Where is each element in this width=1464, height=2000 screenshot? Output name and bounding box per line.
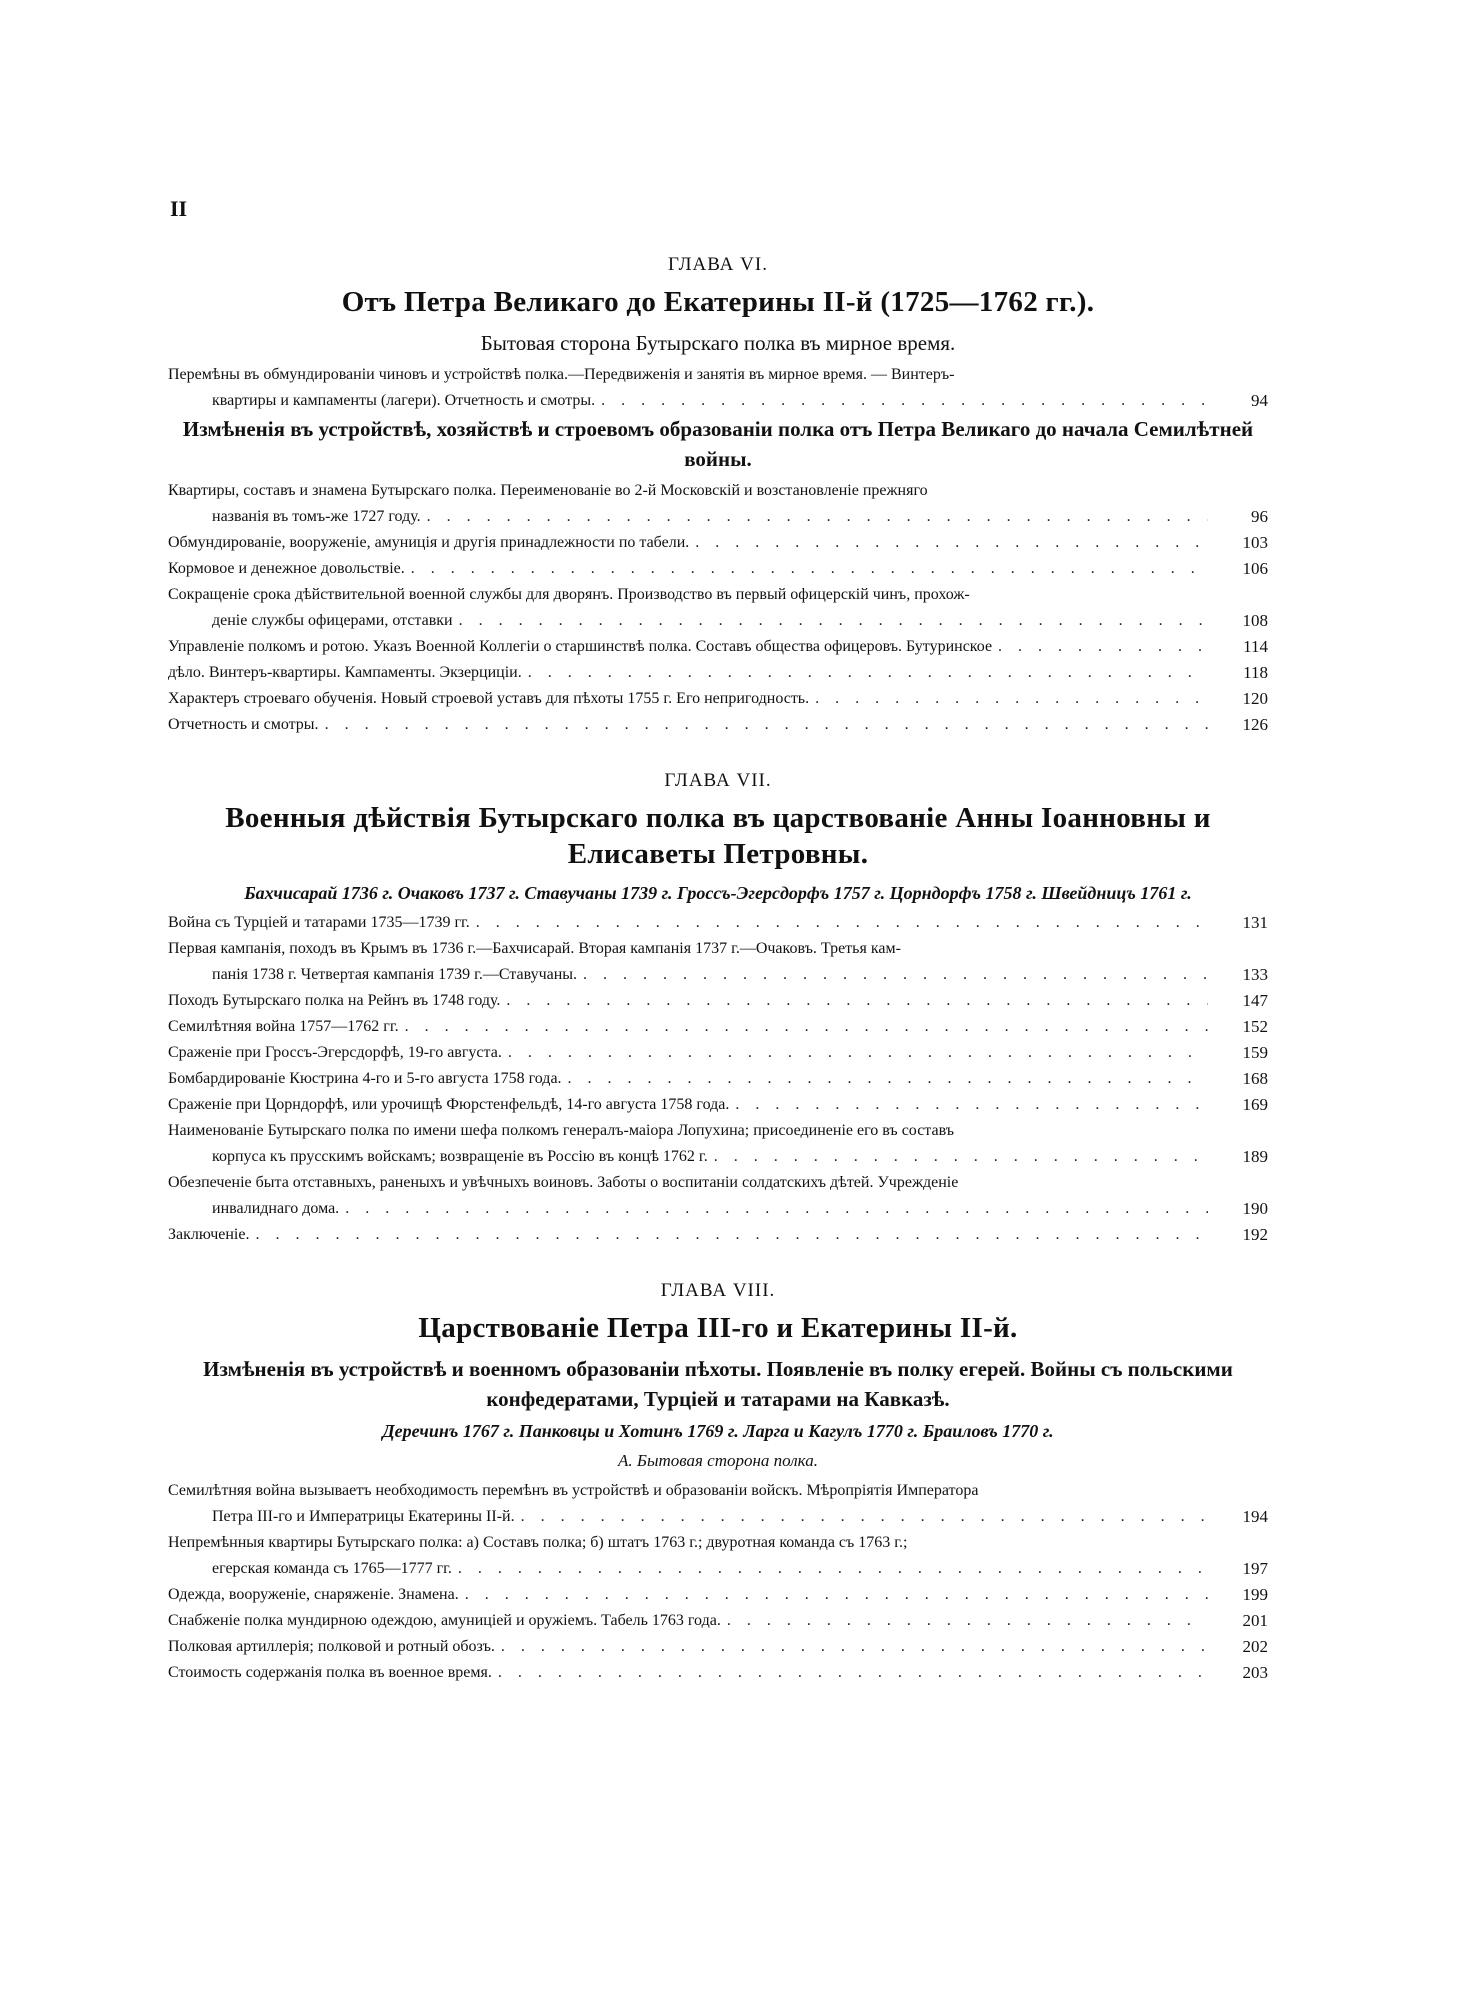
dot-leader: [339, 1196, 1208, 1222]
dot-leader: [721, 1608, 1208, 1634]
toc-entry-first-line: Наименованіе Бутырскаго полка по имени шефа полкомъ генералъ-маіора Лопухина; присоединеніе его въ составъ: [168, 1122, 955, 1139]
chapter-6-subtitle: Бытовая сторона Бутырскаго полка въ мирное время.: [480, 331, 956, 355]
toc-entry-text: [168, 1170, 1208, 1222]
toc-entry-text: [168, 910, 1208, 936]
chapter-7-entries: [168, 910, 1268, 1248]
toc-entry[interactable]: [168, 686, 1268, 712]
toc-entry-text: [168, 582, 1208, 634]
toc-entry-page-number: 131: [1242, 913, 1268, 932]
folio: II: [170, 196, 188, 221]
toc-entry-page-number: 114: [1243, 637, 1268, 656]
toc-entry-title: Кормовое и денежное довольствіе.: [168, 560, 405, 577]
toc-entry[interactable]: [168, 660, 1268, 686]
toc-entry-text: [168, 1530, 1208, 1582]
dot-leader: [405, 556, 1208, 582]
toc-entry-text: [168, 1092, 1208, 1118]
toc-entry[interactable]: [168, 910, 1268, 936]
toc-entry-page-number: 203: [1242, 1663, 1268, 1682]
toc-entry-page-number: 106: [1242, 559, 1268, 578]
chapter-6-label: ГЛАВА VI.: [668, 254, 768, 275]
toc-entry-page-number: 190: [1242, 1199, 1268, 1218]
toc-entry-text: [168, 712, 1208, 738]
chapter-6-entries-a: [168, 362, 1268, 414]
toc-entry[interactable]: [168, 362, 1268, 414]
toc-entry-text: [168, 1478, 1208, 1530]
chapter-7-title: Военныя дѣйствія Бутырскаго полка въ царствованіе Анны Іоанновны и Елисаветы Петровны.: [225, 802, 1211, 870]
toc-entry-page-number: 159: [1242, 1043, 1268, 1062]
toc-entry[interactable]: [168, 936, 1268, 988]
toc-entry-text: [168, 556, 1208, 582]
chapter-8-section: А. Бытовая сторона полка.: [618, 1451, 818, 1470]
toc-entry-text: [168, 1634, 1208, 1660]
toc-content: [168, 240, 1268, 1686]
dot-leader: [249, 1222, 1208, 1248]
dot-leader: [492, 1660, 1208, 1686]
toc-entry-page-number: 94: [1251, 391, 1268, 410]
dot-leader: [515, 1504, 1208, 1530]
chapter-6-subtitle-2: Измѣненія въ устройствѣ, хозяйствѣ и строевомъ образованіи полка отъ Петра Великаго до начала Семилѣтней войны.: [182, 417, 1254, 471]
toc-entry[interactable]: [168, 1634, 1268, 1660]
toc-entry-title: Отчетность и смотры.: [168, 716, 319, 733]
toc-entry-page-number: 120: [1242, 689, 1268, 708]
dot-leader: [502, 1040, 1208, 1066]
toc-entry-title: Бомбардированіе Кюстрина 4-го и 5-го августа 1758 года.: [168, 1070, 562, 1087]
dot-leader: [459, 1582, 1208, 1608]
chapter-6-entries-b: [168, 478, 1268, 738]
dot-leader: [495, 1634, 1208, 1660]
toc-entry-title: Петра III-го и Императрицы Екатерины II-й.: [212, 1508, 515, 1525]
dot-leader: [399, 1014, 1208, 1040]
toc-entry-text: [168, 1660, 1208, 1686]
toc-entry[interactable]: [168, 1118, 1268, 1170]
toc-entry-title: Полковая артиллерія; полковой и ротный обозъ.: [168, 1638, 495, 1655]
toc-entry-page-number: 118: [1243, 663, 1268, 682]
toc-entry[interactable]: [168, 1478, 1268, 1530]
chapter-6-title: Отъ Петра Великаго до Екатерины II-й (1725—1762 гг.).: [341, 286, 1095, 318]
toc-entry[interactable]: [168, 1530, 1268, 1582]
toc-entry[interactable]: [168, 478, 1268, 530]
toc-entry-page-number: 133: [1242, 965, 1268, 984]
dot-leader: [577, 962, 1208, 988]
toc-entry-text: [168, 1040, 1208, 1066]
toc-entry-page-number: 189: [1242, 1147, 1268, 1166]
toc-entry-text: [168, 1608, 1208, 1634]
toc-entry-title: панія 1738 г. Четвертая кампанія 1739 г.—Ставучаны.: [212, 966, 578, 983]
toc-entry-page-number: 96: [1251, 507, 1268, 526]
toc-entry[interactable]: [168, 556, 1268, 582]
toc-entry-text: [168, 530, 1208, 556]
dot-leader: [522, 660, 1208, 686]
chapter-8-entries: [168, 1478, 1268, 1686]
toc-entry-text: [168, 362, 1208, 414]
dot-leader: [319, 712, 1208, 738]
toc-entry-title: инвалиднаго дома.: [212, 1200, 340, 1217]
dot-leader: [729, 1092, 1208, 1118]
toc-entry-text: [168, 1118, 1208, 1170]
dot-leader: [689, 530, 1208, 556]
toc-entry-page-number: 126: [1242, 715, 1268, 734]
dot-leader: [992, 634, 1208, 660]
toc-entry-text: [168, 478, 1208, 530]
toc-entry-title: корпуса къ прусскимъ войскамъ; возвращеніе въ Россію въ концѣ 1762 г.: [212, 1148, 708, 1165]
toc-entry-page-number: 169: [1242, 1095, 1268, 1114]
chapter-8-label: ГЛАВА VIII.: [660, 1280, 776, 1301]
toc-entry-page-number: 202: [1242, 1637, 1268, 1656]
toc-entry-first-line: Квартиры, составъ и знамена Бутырскаго полка. Переименованіе во 2-й Московскій и возстановленіе прежняго: [168, 482, 928, 499]
toc-entry-page-number: 147: [1242, 991, 1268, 1010]
toc-entry-first-line: Семилѣтняя война вызываетъ необходимость перемѣнъ въ устройствѣ и образованіи войскъ. Мѣропріятія Императора: [168, 1482, 979, 1499]
toc-entry-title: Снабженіе полка мундирною одеждою, амуниціей и оружіемъ. Табель 1763 года.: [168, 1612, 721, 1629]
toc-entry-first-line: Сокращеніе срока дѣйствительной военной службы для дворянъ. Производство въ первый офицерскій чинъ, прохож-: [168, 586, 970, 603]
toc-entry-text: [168, 1014, 1208, 1040]
toc-entry[interactable]: [168, 988, 1268, 1014]
toc-entry-first-line: Перемѣны въ обмундированіи чиновъ и устройствѣ полка.—Передвиженія и занятія въ мирное время. — Винтеръ-: [168, 366, 955, 383]
toc-entry-page-number: 192: [1242, 1225, 1268, 1244]
toc-entry[interactable]: [168, 1582, 1268, 1608]
toc-entry[interactable]: [168, 634, 1268, 660]
dot-leader: [500, 988, 1208, 1014]
toc-entry-title: Характеръ строеваго обученія. Новый строевой уставъ для пѣхоты 1755 г. Его непригодность.: [168, 690, 810, 707]
toc-entry-title: егерская команда съ 1765—1777 гг.: [212, 1560, 452, 1577]
dot-leader: [452, 1556, 1208, 1582]
toc-entry-page-number: 201: [1242, 1611, 1268, 1630]
toc-entry-title: Стоимость содержанія полка въ военное время.: [168, 1664, 492, 1681]
toc-entry-page-number: 152: [1242, 1017, 1268, 1036]
dot-leader: [470, 910, 1208, 936]
toc-entry-text: [168, 634, 1208, 660]
toc-entry-title: Сраженіе при Гроссъ-Эгерсдорфѣ, 19-го августа.: [168, 1044, 502, 1061]
toc-entry[interactable]: [168, 1040, 1268, 1066]
toc-entry[interactable]: [168, 1066, 1268, 1092]
toc-entry[interactable]: [168, 582, 1268, 634]
toc-entry-title: квартиры и кампаменты (лагери). Отчетность и смотры.: [212, 392, 596, 409]
dot-leader: [708, 1144, 1208, 1170]
toc-entry-text: [168, 686, 1208, 712]
toc-entry-title: Походъ Бутырскаго полка на Рейнъ въ 1748 году.: [168, 992, 501, 1009]
toc-entry-text: [168, 1222, 1208, 1248]
toc-entry-title: Одежда, вооруженіе, снаряженіе. Знамена.: [168, 1586, 459, 1603]
toc-entry-page-number: 168: [1242, 1069, 1268, 1088]
toc-entry-title: Управленіе полкомъ и ротою. Указъ Военной Коллегіи о старшинствѣ полка. Составъ общества офицеровъ. Бутуринское: [168, 638, 993, 655]
toc-entry-title: Обмундированіе, вооруженіе, амуниція и другія принадлежности по табели.: [168, 534, 690, 551]
chapter-7-places: Бахчисарай 1736 г. Очаковъ 1737 г. Ставучаны 1739 г. Гроссъ-Эгерсдорфъ 1757 г. Цорндорфъ 1758 г. Швейдницъ 1761 г.: [244, 883, 1192, 903]
toc-entry[interactable]: [168, 1660, 1268, 1686]
chapter-8-subtitle: Измѣненія въ устройствѣ и военномъ образованіи пѣхоты. Появленіе въ полку егерей. Войны съ польскими конфедератами, Турціей и татарами на Кавказѣ.: [203, 1357, 1233, 1411]
toc-entry-title: дѣло. Винтеръ-квартиры. Кампаменты. Экзерциціи.: [168, 664, 522, 681]
toc-entry[interactable]: [168, 712, 1268, 738]
toc-entry-text: [168, 660, 1208, 686]
toc-entry-title: Заключеніе.: [168, 1226, 250, 1243]
toc-entry-page-number: 199: [1242, 1585, 1268, 1604]
chapter-7-label: ГЛАВА VII.: [664, 770, 772, 791]
dot-leader: [421, 504, 1208, 530]
dot-leader: [595, 388, 1208, 414]
toc-entry-first-line: Непремѣнныя квартиры Бутырскаго полка: а) Составъ полка; б) штатъ 1763 г.; двуротная команда съ 1763 г.;: [168, 1534, 908, 1551]
dot-leader: [809, 686, 1208, 712]
toc-entry-text: [168, 1066, 1208, 1092]
toc-entry[interactable]: [168, 1092, 1268, 1118]
toc-entry-title: названія въ томъ-же 1727 году.: [212, 508, 421, 525]
toc-entry-page-number: 108: [1242, 611, 1268, 630]
toc-entry[interactable]: [168, 1222, 1268, 1248]
dot-leader: [453, 608, 1208, 634]
toc-entry-title: Война съ Турціей и татарами 1735—1739 гг.: [168, 914, 470, 931]
toc-entry-page-number: 194: [1242, 1507, 1268, 1526]
toc-entry[interactable]: [168, 1170, 1268, 1222]
dot-leader: [562, 1066, 1208, 1092]
toc-entry-page-number: 197: [1242, 1559, 1268, 1578]
toc-entry-title: Семилѣтняя война 1757—1762 гг.: [168, 1018, 399, 1035]
chapter-8-places: Деречинъ 1767 г. Панковцы и Хотинъ 1769 г. Ларга и Кагулъ 1770 г. Браиловъ 1770 г.: [382, 1421, 1054, 1441]
toc-entry-title: Сраженіе при Цорндорфѣ, или урочищѣ Фюрстенфельдѣ, 14-го августа 1758 года.: [168, 1096, 730, 1113]
toc-entry-text: [168, 1582, 1208, 1608]
toc-entry-page-number: 103: [1242, 533, 1268, 552]
toc-entry-text: [168, 936, 1208, 988]
toc-entry[interactable]: [168, 1014, 1268, 1040]
toc-entry-first-line: Обезпеченіе быта отставныхъ, раненыхъ и увѣчныхъ воиновъ. Заботы о воспитаніи солдатскихъ дѣтей. Учрежденіе: [168, 1174, 959, 1191]
toc-entry-title: деніе службы офицерами, отставки: [212, 612, 453, 629]
toc-entry-first-line: Первая кампанія, походъ въ Крымъ въ 1736 г.—Бахчисарай. Вторая кампанія 1737 г.—Очаковъ. Третья кам-: [168, 940, 901, 957]
chapter-8-title: Царствованіе Петра III-го и Екатерины II-й.: [418, 1312, 1018, 1344]
toc-entry-text: [168, 988, 1208, 1014]
toc-entry[interactable]: [168, 530, 1268, 556]
toc-entry[interactable]: [168, 1608, 1268, 1634]
